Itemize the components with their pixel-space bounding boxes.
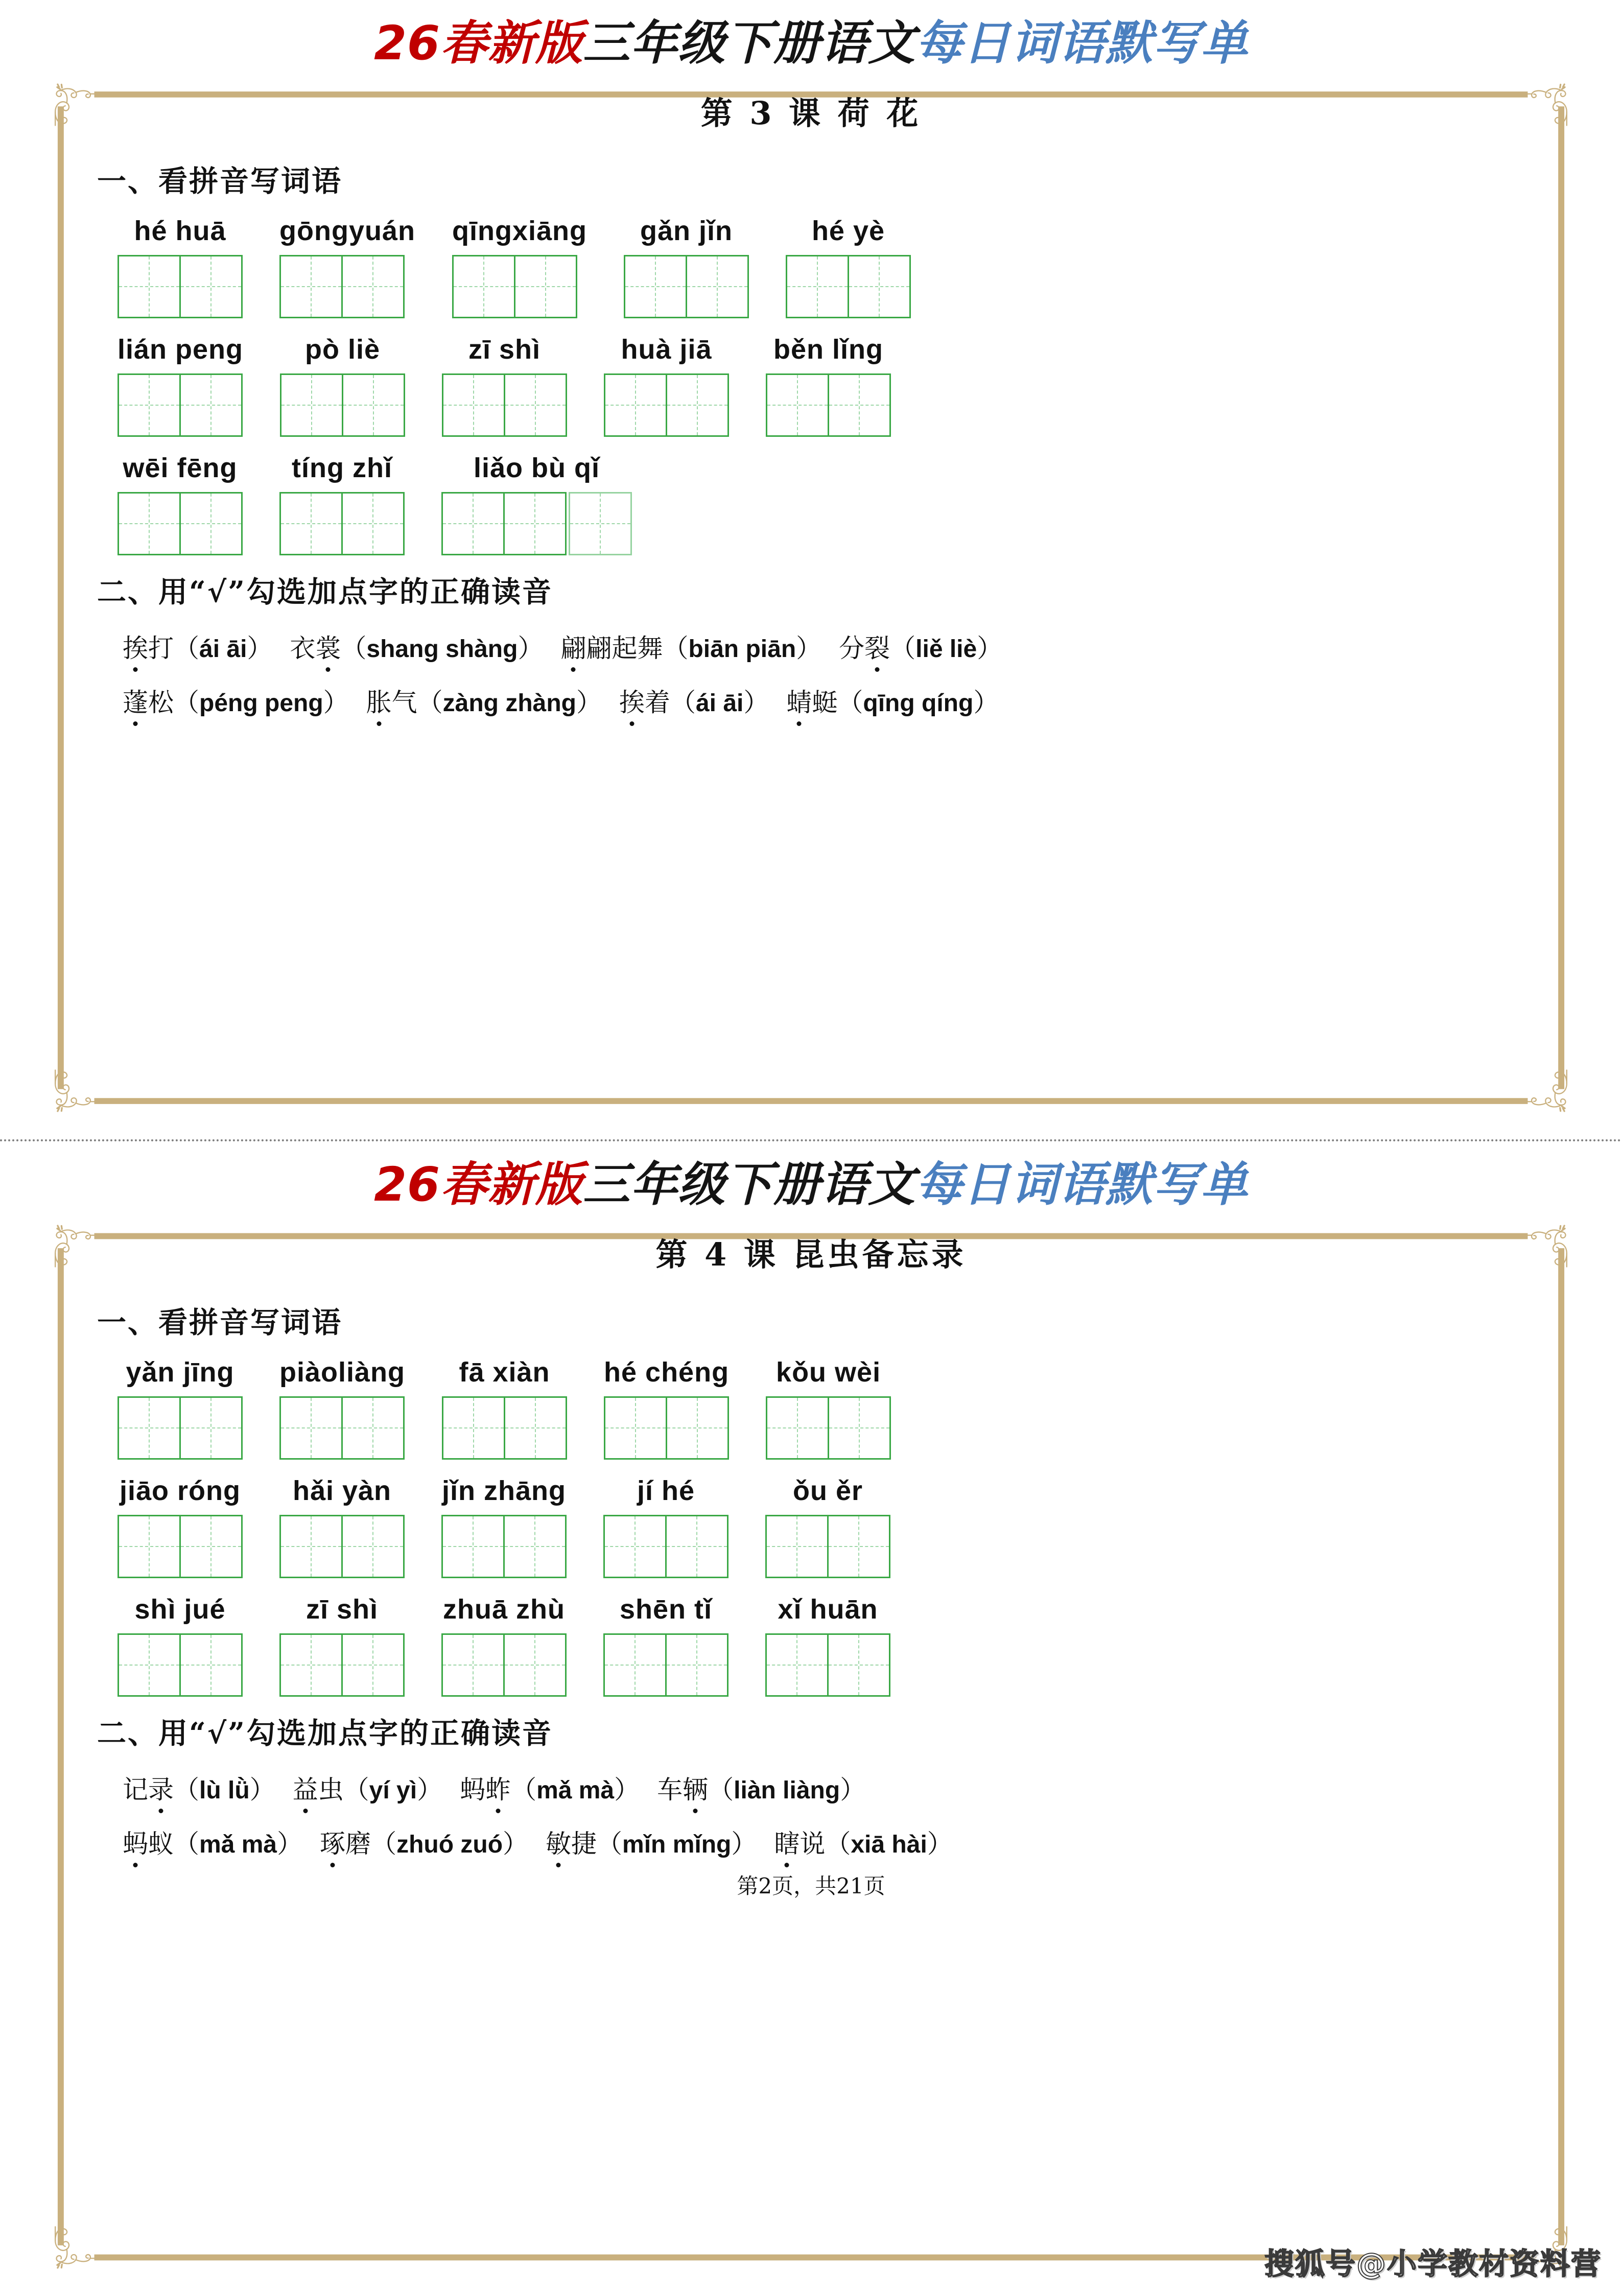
writing-cell[interactable] bbox=[341, 1633, 405, 1697]
writing-grid[interactable] bbox=[441, 492, 632, 555]
pinyin-label: shēn tǐ bbox=[619, 1594, 713, 1625]
choice-word-suffix: 着 bbox=[644, 687, 670, 717]
choice-word-prefix: 蚂 bbox=[460, 1774, 486, 1805]
pinyin-options[interactable]: mǐn mǐng bbox=[622, 1831, 732, 1858]
writing-cell[interactable] bbox=[603, 1515, 667, 1578]
title-part-red: 26春新版 bbox=[373, 1157, 583, 1212]
pinyin-word-item bbox=[279, 1356, 405, 1460]
writing-grid[interactable] bbox=[117, 492, 243, 555]
pinyin-word-row bbox=[97, 1475, 1525, 1578]
pinyin-word-item bbox=[766, 334, 891, 437]
writing-cell[interactable] bbox=[665, 1633, 728, 1697]
pinyin-word-item bbox=[117, 1356, 243, 1460]
page-title bbox=[0, 1158, 1622, 1212]
choice-options-wrap: （lù lǜ） bbox=[174, 1774, 275, 1805]
pinyin-options[interactable]: qīng qíng bbox=[863, 689, 974, 717]
writing-grid[interactable] bbox=[117, 1633, 243, 1697]
writing-grid[interactable] bbox=[452, 255, 587, 318]
pinyin-options[interactable]: péng peng bbox=[199, 689, 323, 717]
pinyin-label: huà jiā bbox=[621, 334, 712, 365]
choice-item[interactable] bbox=[839, 628, 1002, 665]
pinyin-options[interactable]: ái āi bbox=[199, 635, 247, 663]
choice-word-suffix: 蚁 bbox=[148, 1829, 174, 1859]
pinyin-word-item bbox=[117, 215, 243, 318]
pinyin-word-item bbox=[452, 215, 587, 318]
pinyin-word-row bbox=[97, 452, 1525, 555]
pinyin-options[interactable]: shang shàng bbox=[366, 635, 518, 663]
writing-cell[interactable] bbox=[786, 255, 849, 318]
pinyin-word-item bbox=[603, 1594, 728, 1697]
choice-item[interactable] bbox=[366, 682, 602, 719]
writing-grid[interactable] bbox=[280, 373, 405, 437]
choice-options-wrap: （mǎ mà） bbox=[511, 1774, 640, 1805]
choice-word-prefix: 记 bbox=[123, 1774, 148, 1805]
choice-item[interactable] bbox=[774, 1823, 952, 1860]
emphasis-dot-character: 蚱 bbox=[485, 1769, 511, 1806]
writing-grid[interactable] bbox=[117, 373, 243, 437]
pinyin-options[interactable]: zàng zhàng bbox=[442, 689, 576, 717]
writing-grid[interactable] bbox=[442, 373, 567, 437]
writing-cell[interactable] bbox=[604, 373, 667, 437]
choice-options-wrap: （péng peng） bbox=[174, 687, 349, 717]
choice-options-wrap: （zhuó zuó） bbox=[371, 1829, 529, 1859]
writing-cell[interactable] bbox=[117, 373, 181, 437]
writing-grid[interactable] bbox=[603, 1515, 728, 1578]
writing-grid[interactable] bbox=[117, 1396, 243, 1460]
writing-cell[interactable] bbox=[514, 255, 577, 318]
pinyin-options[interactable]: mǎ mà bbox=[199, 1831, 277, 1858]
pinyin-label: wēi fēng bbox=[123, 452, 238, 483]
choice-word-suffix: 说 bbox=[800, 1829, 826, 1859]
section-heading-1: 一、看拼音写词语 bbox=[97, 1305, 342, 1340]
emphasis-dot-character: 益 bbox=[293, 1769, 318, 1806]
pinyin-word-item bbox=[765, 1594, 890, 1697]
choice-line bbox=[97, 628, 1525, 665]
writing-grid[interactable] bbox=[765, 1515, 890, 1578]
pinyin-label: ǒu ěr bbox=[792, 1475, 863, 1506]
lesson-title: 第 3 课 荷 花 bbox=[700, 94, 922, 132]
choice-options-wrap: （mǐn mǐng） bbox=[597, 1829, 757, 1859]
writing-cell[interactable] bbox=[827, 1515, 890, 1578]
section-heading-2: 二、用“√”勾选加点字的正确读音 bbox=[97, 574, 553, 609]
pinyin-label: lián peng bbox=[117, 334, 244, 365]
lesson-title: 第 4 课 昆虫备忘录 bbox=[655, 1235, 967, 1273]
pinyin-word-item bbox=[604, 1356, 729, 1460]
emphasis-dot-character: 蚂 bbox=[123, 1823, 148, 1860]
emphasis-dot-character: 裳 bbox=[315, 628, 341, 665]
writing-cell[interactable] bbox=[117, 492, 181, 555]
title-part-blue: 每日词语默写单 bbox=[915, 1157, 1249, 1212]
choice-section bbox=[97, 1769, 1525, 1860]
pinyin-label: tíng zhǐ bbox=[292, 452, 392, 483]
writing-cell[interactable] bbox=[827, 1633, 890, 1697]
emphasis-dot-character: 蜻 bbox=[786, 682, 812, 719]
writing-cell[interactable] bbox=[848, 255, 911, 318]
choice-options-wrap: （mǎ mà） bbox=[174, 1829, 303, 1859]
pinyin-options[interactable]: lù lǜ bbox=[199, 1776, 250, 1804]
pinyin-options[interactable]: zhuó zuó bbox=[396, 1831, 503, 1858]
writing-grid[interactable] bbox=[441, 1633, 567, 1697]
choice-options-wrap: （xiā hài） bbox=[825, 1829, 953, 1859]
worksheet-page-2 bbox=[0, 1141, 1622, 2296]
title-part-black: 三年级下册语文 bbox=[583, 1157, 916, 1212]
pinyin-label: jí hé bbox=[637, 1475, 695, 1506]
choice-item[interactable] bbox=[320, 1823, 528, 1860]
pinyin-word-item bbox=[279, 452, 405, 555]
writing-grid[interactable] bbox=[441, 1515, 567, 1578]
pinyin-word-item bbox=[279, 215, 415, 318]
choice-line bbox=[97, 682, 1525, 719]
choice-item[interactable] bbox=[619, 682, 769, 719]
choice-item[interactable] bbox=[123, 1823, 302, 1860]
pinyin-grid-section bbox=[97, 215, 1525, 555]
writing-cell[interactable] bbox=[179, 1396, 243, 1460]
writing-cell[interactable] bbox=[828, 373, 891, 437]
emphasis-dot-character: 辆 bbox=[683, 1769, 708, 1806]
pinyin-word-row bbox=[97, 215, 1525, 318]
pinyin-label: hé huā bbox=[134, 215, 226, 246]
pinyin-options[interactable]: liě liè bbox=[915, 635, 977, 663]
choice-options-wrap: （ái āi） bbox=[670, 687, 769, 717]
choice-word-suffix: 磨 bbox=[345, 1829, 371, 1859]
choice-word-prefix: 衣 bbox=[290, 633, 316, 663]
choice-options-wrap: （shang shàng） bbox=[341, 633, 544, 663]
pinyin-label: jiāo róng bbox=[120, 1475, 241, 1506]
writing-cell[interactable] bbox=[603, 1633, 667, 1697]
choice-item[interactable] bbox=[290, 628, 543, 665]
pinyin-options[interactable]: xiā hài bbox=[851, 1831, 927, 1858]
pinyin-word-item bbox=[441, 452, 632, 555]
writing-cell[interactable] bbox=[280, 373, 343, 437]
choice-word-suffix: 翩起舞 bbox=[586, 633, 663, 663]
writing-cell[interactable] bbox=[279, 1396, 343, 1460]
writing-cell[interactable] bbox=[624, 255, 687, 318]
writing-cell[interactable] bbox=[569, 492, 632, 555]
choice-item[interactable] bbox=[123, 682, 349, 719]
writing-cell[interactable] bbox=[117, 1396, 181, 1460]
writing-cell[interactable] bbox=[686, 255, 749, 318]
writing-cell[interactable] bbox=[342, 373, 405, 437]
pinyin-label: běn lǐng bbox=[773, 334, 883, 365]
title-part-red: 26春新版 bbox=[373, 16, 583, 71]
writing-grid[interactable] bbox=[624, 255, 749, 318]
pinyin-label: xǐ huān bbox=[778, 1594, 878, 1625]
writing-cell[interactable] bbox=[117, 1633, 181, 1697]
page-footer: 第2页，共21页 bbox=[737, 1873, 885, 1899]
choice-options-wrap: （biān piān） bbox=[663, 633, 822, 663]
emphasis-dot-character: 琢 bbox=[320, 1823, 345, 1860]
emphasis-dot-character: 敏 bbox=[546, 1823, 571, 1860]
writing-grid[interactable] bbox=[766, 373, 891, 437]
pinyin-label: qīngxiāng bbox=[452, 215, 587, 246]
writing-cell[interactable] bbox=[341, 255, 405, 318]
choice-item[interactable] bbox=[293, 1769, 442, 1806]
writing-grid[interactable] bbox=[279, 492, 405, 555]
pinyin-label: kǒu wèi bbox=[776, 1356, 881, 1388]
pinyin-word-item bbox=[604, 334, 729, 437]
choice-options-wrap: （qīng qíng） bbox=[837, 687, 999, 717]
pinyin-word-row bbox=[97, 1594, 1525, 1697]
writing-cell[interactable] bbox=[279, 1633, 343, 1697]
pinyin-label: fā xiàn bbox=[459, 1356, 550, 1388]
page-header bbox=[0, 1141, 1622, 1275]
choice-word-suffix: 虫 bbox=[318, 1774, 344, 1805]
pinyin-word-item bbox=[766, 1356, 891, 1460]
choice-item[interactable] bbox=[123, 1769, 275, 1806]
choice-word-suffix: 蜓 bbox=[812, 687, 838, 717]
section-heading-1: 一、看拼音写词语 bbox=[97, 163, 342, 198]
writing-cell[interactable] bbox=[117, 255, 181, 318]
pinyin-word-item bbox=[765, 1475, 890, 1578]
writing-cell[interactable] bbox=[279, 255, 343, 318]
title-part-blue: 每日词语默写单 bbox=[915, 16, 1249, 71]
writing-cell[interactable] bbox=[179, 1633, 243, 1697]
choice-word-suffix: 打 bbox=[148, 633, 174, 663]
pinyin-label: zī shì bbox=[305, 1594, 379, 1625]
writing-grid[interactable] bbox=[766, 1396, 891, 1460]
pinyin-options[interactable]: mǎ mà bbox=[536, 1776, 615, 1804]
choice-word-suffix: 捷 bbox=[571, 1829, 597, 1859]
emphasis-dot-character: 胀 bbox=[366, 682, 392, 719]
title-part-black: 三年级下册语文 bbox=[583, 16, 916, 71]
pinyin-word-item bbox=[279, 1594, 405, 1697]
writing-grid[interactable] bbox=[117, 1515, 243, 1578]
writing-cell[interactable] bbox=[604, 1396, 667, 1460]
choice-item[interactable] bbox=[786, 682, 999, 719]
emphasis-dot-character: 挨 bbox=[123, 628, 148, 665]
choice-options-wrap: （zàng zhàng） bbox=[417, 687, 602, 717]
pinyin-grid-section bbox=[97, 1356, 1525, 1697]
pinyin-word-item bbox=[279, 1475, 405, 1578]
writing-grid[interactable] bbox=[117, 255, 243, 318]
pinyin-label: piàoliàng bbox=[279, 1356, 406, 1388]
writing-cell[interactable] bbox=[279, 492, 343, 555]
pinyin-label: gǎn jǐn bbox=[640, 215, 733, 246]
writing-cell[interactable] bbox=[117, 1515, 181, 1578]
pinyin-label: zī shì bbox=[468, 334, 541, 365]
page-header bbox=[0, 0, 1622, 133]
pinyin-label: hé chéng bbox=[604, 1356, 730, 1388]
writing-cell[interactable] bbox=[179, 492, 243, 555]
choice-options-wrap: （ái āi） bbox=[174, 633, 273, 663]
writing-cell[interactable] bbox=[341, 1515, 405, 1578]
writing-cell[interactable] bbox=[504, 373, 567, 437]
writing-cell[interactable] bbox=[828, 1396, 891, 1460]
choice-item[interactable] bbox=[657, 1769, 865, 1806]
pinyin-label: hé yè bbox=[811, 215, 885, 246]
writing-grid[interactable] bbox=[442, 1396, 567, 1460]
writing-cell[interactable] bbox=[665, 1515, 728, 1578]
watermark: 搜狐号@小学教材资料营 bbox=[1264, 2246, 1602, 2281]
worksheet-body bbox=[0, 1299, 1622, 1860]
pinyin-options[interactable]: liàn liàng bbox=[734, 1776, 840, 1804]
writing-cell[interactable] bbox=[666, 373, 729, 437]
writing-grid[interactable] bbox=[604, 373, 729, 437]
pinyin-word-item bbox=[117, 334, 243, 437]
writing-cell[interactable] bbox=[666, 1396, 729, 1460]
emphasis-dot-character: 蓬 bbox=[123, 682, 148, 719]
pinyin-label: yǎn jīng bbox=[126, 1356, 234, 1388]
choice-item[interactable] bbox=[546, 1823, 757, 1860]
pinyin-word-item bbox=[603, 1475, 728, 1578]
writing-cell[interactable] bbox=[279, 1515, 343, 1578]
writing-cell[interactable] bbox=[503, 1633, 567, 1697]
writing-grid[interactable] bbox=[786, 255, 911, 318]
pinyin-label: liǎo bù qǐ bbox=[474, 452, 600, 483]
writing-grid[interactable] bbox=[279, 255, 415, 318]
worksheet-page-1 bbox=[0, 0, 1622, 1139]
pinyin-label: shì jué bbox=[134, 1594, 226, 1625]
pinyin-word-item bbox=[786, 215, 911, 318]
writing-cell[interactable] bbox=[765, 1515, 829, 1578]
pinyin-word-row bbox=[97, 334, 1525, 437]
writing-cell[interactable] bbox=[441, 1633, 505, 1697]
writing-cell[interactable] bbox=[503, 1515, 567, 1578]
choice-item[interactable] bbox=[560, 628, 821, 665]
emphasis-dot-character: 翩 bbox=[560, 628, 586, 665]
pinyin-options[interactable]: ái āi bbox=[695, 689, 744, 717]
choice-options-wrap: （liě liè） bbox=[890, 633, 1003, 663]
writing-grid[interactable] bbox=[765, 1633, 890, 1697]
emphasis-dot-character: 挨 bbox=[619, 682, 645, 719]
pinyin-options[interactable]: yí yì bbox=[369, 1776, 417, 1804]
writing-grid[interactable] bbox=[279, 1633, 405, 1697]
pinyin-word-item bbox=[441, 1594, 567, 1697]
writing-cell[interactable] bbox=[441, 492, 505, 555]
emphasis-dot-character: 裂 bbox=[864, 628, 890, 665]
writing-cell[interactable] bbox=[179, 1515, 243, 1578]
writing-grid[interactable] bbox=[604, 1396, 729, 1460]
choice-word-suffix: 松 bbox=[148, 687, 174, 717]
writing-cell[interactable] bbox=[766, 373, 829, 437]
emphasis-dot-character: 瞎 bbox=[774, 1823, 800, 1860]
choice-item[interactable] bbox=[460, 1769, 640, 1806]
choice-options-wrap: （liàn liàng） bbox=[708, 1774, 866, 1805]
writing-cell[interactable] bbox=[504, 1396, 567, 1460]
writing-cell[interactable] bbox=[179, 373, 243, 437]
choice-item[interactable] bbox=[123, 628, 272, 665]
writing-grid[interactable] bbox=[603, 1633, 728, 1697]
writing-grid[interactable] bbox=[279, 1396, 405, 1460]
pinyin-word-item bbox=[117, 1475, 243, 1578]
pinyin-word-item bbox=[442, 334, 567, 437]
emphasis-dot-character: 录 bbox=[148, 1769, 174, 1806]
pinyin-label: zhuā zhù bbox=[443, 1594, 565, 1625]
pinyin-label: pò liè bbox=[305, 334, 381, 365]
writing-cell[interactable] bbox=[452, 255, 515, 318]
writing-cell[interactable] bbox=[341, 492, 405, 555]
pinyin-word-row bbox=[97, 1356, 1525, 1460]
pinyin-label: jǐn zhāng bbox=[442, 1475, 566, 1506]
choice-line bbox=[97, 1823, 1525, 1860]
worksheet-body bbox=[0, 158, 1622, 719]
section-heading-2: 二、用“√”勾选加点字的正确读音 bbox=[97, 1716, 553, 1750]
choice-section bbox=[97, 628, 1525, 719]
writing-cell[interactable] bbox=[765, 1633, 829, 1697]
pinyin-word-item bbox=[441, 1475, 567, 1578]
writing-cell[interactable] bbox=[441, 1515, 505, 1578]
pinyin-word-item bbox=[624, 215, 749, 318]
choice-options-wrap: （yí yì） bbox=[343, 1774, 443, 1805]
pinyin-word-item bbox=[117, 1594, 243, 1697]
writing-cell[interactable] bbox=[766, 1396, 829, 1460]
choice-word-prefix: 分 bbox=[839, 633, 865, 663]
writing-cell[interactable] bbox=[179, 255, 243, 318]
writing-cell[interactable] bbox=[442, 1396, 505, 1460]
pinyin-label: hǎi yàn bbox=[292, 1475, 392, 1506]
pinyin-options[interactable]: biān piān bbox=[688, 635, 796, 663]
choice-line bbox=[97, 1769, 1525, 1806]
writing-grid[interactable] bbox=[279, 1515, 405, 1578]
writing-cell[interactable] bbox=[503, 492, 567, 555]
writing-cell[interactable] bbox=[442, 373, 505, 437]
pinyin-word-item bbox=[442, 1356, 567, 1460]
page-title bbox=[0, 16, 1622, 71]
pinyin-label: gōngyuán bbox=[279, 215, 415, 246]
choice-word-suffix: 气 bbox=[391, 687, 417, 717]
choice-word-prefix: 车 bbox=[657, 1774, 683, 1805]
writing-cell[interactable] bbox=[341, 1396, 405, 1460]
pinyin-word-item bbox=[117, 452, 243, 555]
pinyin-word-item bbox=[280, 334, 405, 437]
